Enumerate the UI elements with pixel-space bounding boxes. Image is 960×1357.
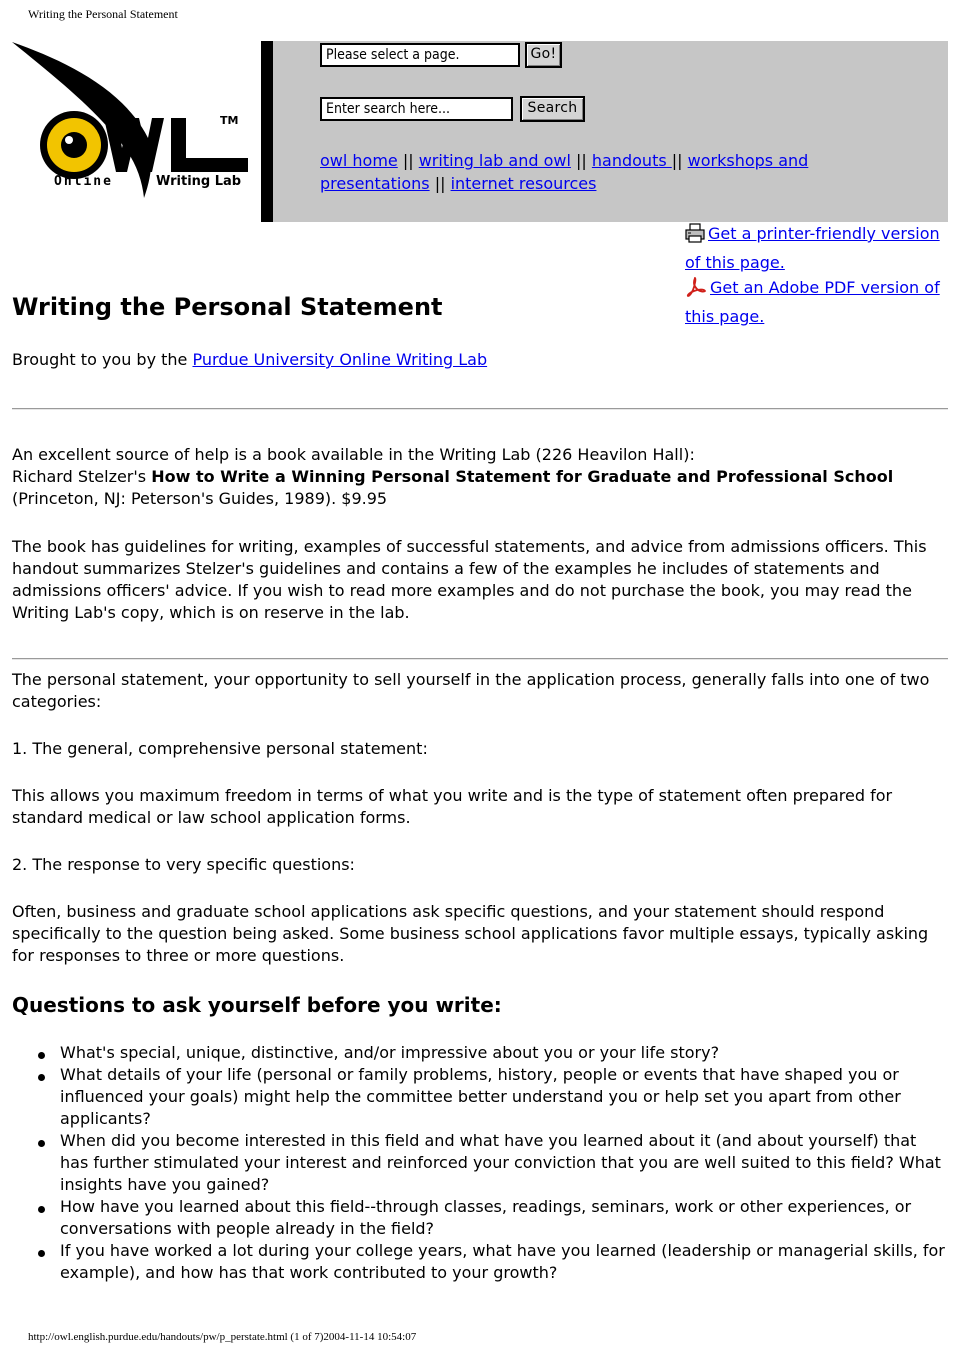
brought-prefix: Brought to you by the — [12, 350, 193, 369]
list-item — [12, 1130, 948, 1196]
book-paragraph: The book has guidelines for writing, examples of successful statements, and advice from admissions officers. This handout summarizes Stelzer's guidelines and contains a few of the examples he includes of statements and admissions officers' advice. If you wish to read more examples and do not purchase the book, you may read the Writing Lab's copy, which is on reserve in the lab. — [12, 537, 927, 622]
question-text: If you have worked a lot during your college years, what have you learned (leadership or managerial skills, for example), and how has that work contributed to your growth? — [60, 1241, 945, 1282]
book-title: How to Write a Winning Personal Statement for Graduate and Professional School — [151, 467, 894, 486]
pdf-version-link[interactable]: Get an Adobe PDF version of this page. — [685, 278, 940, 326]
nav-panel — [273, 41, 948, 222]
nav-link-workshops[interactable]: workshops and presentations — [320, 151, 809, 193]
nav-link-handouts[interactable]: handouts — [591, 151, 672, 170]
bullet-icon — [38, 1250, 45, 1257]
category-2-text: Often, business and graduate school applications ask specific questions, and your statement should respond specifically to the question being asked. Some business school applications favor multiple essays, typically asking for responses to three or more questions. — [12, 902, 929, 965]
nav-separator: || — [671, 151, 688, 170]
nav-link-internet-resources[interactable]: internet resources — [450, 174, 597, 193]
logo-subtitle-left: Online — [54, 174, 113, 189]
nav-link-writing-lab[interactable]: writing lab and owl — [418, 151, 571, 170]
question-text: When did you become interested in this field and what have you learned about it (and about yourself) that has further stimulated your interest and reinforced your conviction that you are well suited to this field? What insights have you gained? — [60, 1131, 941, 1194]
nav-link-owl-home[interactable]: owl home — [320, 151, 398, 170]
bullet-icon — [38, 1074, 45, 1081]
list-item — [12, 1042, 948, 1064]
logo-subtitle-right: Writing Lab — [156, 174, 242, 189]
category-1-heading: 1. The general, comprehensive personal statement: — [12, 739, 428, 758]
search-button[interactable]: Search — [520, 96, 585, 122]
pdf-icon[interactable] — [685, 277, 707, 304]
bullet-icon — [38, 1052, 45, 1059]
list-item — [12, 1196, 948, 1240]
print-footer: http://owl.english.purdue.edu/handouts/pw/p_perstate.html (1 of 7)2004-11-14 10:54:07 — [28, 1331, 417, 1343]
print-options — [685, 221, 955, 329]
print-header: Writing the Personal Statement — [28, 7, 178, 21]
printer-icon[interactable] — [685, 223, 705, 250]
logo-tm: TM — [220, 114, 239, 127]
intro-line: An excellent source of help is a book available in the Writing Lab (226 Heavilon Hall): — [12, 445, 695, 464]
printer-friendly-link[interactable]: Get a printer-friendly version of this page. — [685, 224, 940, 272]
nav-links — [320, 149, 920, 195]
category-2-heading: 2. The response to very specific questions: — [12, 855, 355, 874]
divider — [12, 408, 948, 410]
brought-by — [12, 349, 487, 371]
nav-separator: || — [570, 151, 592, 170]
nav-separator: || — [429, 174, 451, 193]
nav-separator: || — [397, 151, 419, 170]
intro-publication: (Princeton, NJ: Peterson's Guides, 1989). $9.95 — [12, 489, 388, 508]
page-select[interactable]: Please select a page. — [320, 43, 520, 67]
question-text: What details of your life (personal or family problems, history, people or events that have shaped you or influenced your goals) might help the committee better understand you or help set you apart from other applicants? — [60, 1065, 901, 1128]
list-item — [12, 1064, 948, 1130]
search-input[interactable]: Enter search here... — [320, 97, 513, 121]
categories-intro: The personal statement, your opportunity to sell yourself in the application process, generally falls into one of two categories: — [12, 670, 930, 711]
intro-author: Richard Stelzer's — [12, 467, 152, 486]
header-divider-bar — [261, 41, 273, 222]
purdue-owl-link[interactable]: Purdue University Online Writing Lab — [192, 350, 488, 369]
list-item — [12, 1240, 948, 1284]
question-text: How have you learned about this field--through classes, readings, seminars, work or other experiences, or conversations with people already in the field? — [60, 1197, 912, 1238]
questions-list — [12, 1042, 948, 1284]
questions-heading: Questions to ask yourself before you write: — [12, 993, 502, 1017]
divider — [12, 658, 948, 660]
question-text: What's special, unique, distinctive, and/or impressive about you or your life story? — [60, 1043, 720, 1062]
page-title: Writing the Personal Statement — [12, 293, 443, 321]
owl-logo[interactable] — [8, 38, 260, 218]
bullet-icon — [38, 1140, 45, 1147]
bullet-icon — [38, 1206, 45, 1213]
intro-paragraph — [12, 444, 948, 510]
go-button[interactable]: Go! — [525, 42, 562, 68]
category-1-text: This allows you maximum freedom in terms of what you write and is the type of statement often prepared for standard medical or law school application forms. — [12, 786, 893, 827]
